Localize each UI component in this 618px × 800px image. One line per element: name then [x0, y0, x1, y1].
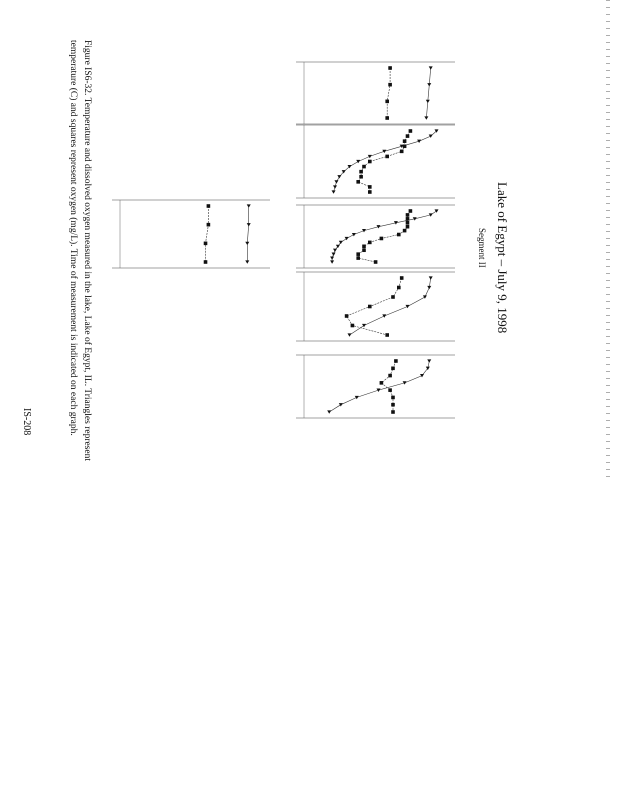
oxygen-point: [406, 134, 410, 138]
oxygen-point: [388, 388, 392, 392]
temperature-point: [339, 241, 343, 244]
oxygen-point: [345, 314, 349, 318]
oxygen-point: [362, 248, 366, 252]
temperature-point: [424, 116, 428, 119]
oxygen-point: [368, 185, 372, 189]
temperature-line: [426, 68, 430, 118]
oxygen-point: [368, 190, 372, 194]
oxygen-point: [391, 366, 395, 370]
temperature-point: [337, 175, 341, 178]
temperature-point: [245, 260, 249, 263]
oxygen-point: [391, 396, 395, 400]
oxygen-point: [406, 217, 410, 221]
figure-caption-line-1: Figure IS6-32. Temperature and dissolved oxygen measured in the lake, Lake of Egypt, IL. Triangles represent: [82, 40, 92, 462]
temperature-line: [329, 361, 429, 412]
oxygen-point: [388, 83, 392, 87]
oxygen-point: [388, 374, 392, 378]
temperature-point: [417, 140, 421, 143]
oxygen-point: [356, 252, 360, 256]
temperature-point: [333, 249, 337, 252]
oxygen-point: [351, 324, 355, 328]
oxygen-point: [403, 144, 407, 148]
temperature-point: [427, 286, 431, 289]
oxygen-point: [406, 213, 410, 217]
temperature-point: [426, 367, 430, 370]
temperature-point: [426, 100, 430, 103]
temperature-point: [423, 295, 427, 298]
page-number: IS-208: [21, 408, 32, 436]
oxygen-point: [368, 305, 372, 309]
temperature-point: [332, 253, 336, 256]
oxygen-point: [409, 129, 413, 133]
profile-panel: [112, 200, 270, 268]
oxygen-point: [359, 175, 363, 179]
temperature-point: [420, 374, 424, 377]
temperature-point: [330, 256, 334, 259]
oxygen-point: [385, 116, 389, 120]
oxygen-point: [394, 359, 398, 363]
temperature-point: [327, 410, 331, 413]
oxygen-point: [391, 403, 395, 407]
temperature-point: [429, 134, 433, 137]
segment-label: Segment II: [477, 228, 487, 268]
temperature-point: [403, 381, 407, 384]
oxygen-point: [388, 66, 392, 70]
temperature-point: [332, 190, 336, 193]
oxygen-line: [358, 211, 410, 262]
oxygen-point: [403, 229, 407, 233]
temperature-point: [382, 150, 386, 153]
temperature-point: [382, 314, 386, 317]
oxygen-point: [391, 410, 395, 414]
oxygen-point: [409, 209, 413, 213]
oxygen-point: [207, 223, 211, 227]
temperature-point: [427, 359, 431, 362]
profile-panel: [296, 355, 455, 418]
oxygen-point: [204, 242, 208, 246]
figure-caption-line-2: temperature (C) and squares represent oxygen (mg/L). Time of measurement is indicated on each graph.: [68, 40, 78, 436]
temperature-point: [247, 204, 251, 207]
temperature-point: [339, 403, 343, 406]
temperature-point: [352, 233, 356, 236]
temperature-point: [368, 155, 372, 158]
oxygen-point: [356, 180, 360, 184]
temperature-line: [332, 211, 436, 262]
oxygen-point: [359, 170, 363, 174]
temperature-line: [334, 131, 437, 192]
temperature-point: [362, 229, 366, 232]
oxygen-point: [385, 333, 389, 337]
oxygen-point: [374, 260, 378, 264]
temperature-point: [247, 223, 251, 226]
oxygen-point: [391, 295, 395, 299]
oxygen-point: [368, 241, 372, 245]
oxygen-point: [406, 225, 410, 229]
oxygen-point: [380, 381, 384, 385]
oxygen-point: [400, 276, 404, 280]
oxygen-line: [206, 206, 209, 262]
temperature-point: [336, 245, 340, 248]
temperature-point: [406, 305, 410, 308]
temperature-line: [247, 206, 248, 262]
oxygen-point: [362, 165, 366, 169]
oxygen-line: [387, 68, 390, 118]
oxygen-point: [380, 237, 384, 241]
temperature-point: [334, 180, 338, 183]
temperature-point: [362, 324, 366, 327]
oxygen-point: [385, 100, 389, 104]
temperature-point: [330, 260, 334, 263]
temperature-point: [429, 276, 433, 279]
oxygen-point: [397, 233, 401, 237]
oxygen-line: [347, 278, 402, 335]
profile-panel: [296, 62, 455, 124]
temperature-point: [333, 185, 337, 188]
temperature-point: [427, 83, 431, 86]
profile-panel: [296, 272, 455, 341]
oxygen-point: [400, 150, 404, 154]
temperature-point: [429, 66, 433, 69]
temperature-point: [245, 242, 249, 245]
oxygen-point: [397, 286, 401, 290]
oxygen-point: [406, 221, 410, 225]
oxygen-point: [385, 155, 389, 159]
temperature-point: [377, 389, 381, 392]
oxygen-point: [362, 245, 366, 249]
temperature-point: [356, 160, 360, 163]
oxygen-line: [358, 131, 410, 192]
temperature-point: [355, 396, 359, 399]
oxygen-point: [368, 160, 372, 164]
oxygen-point: [207, 204, 211, 208]
page-title: Lake of Egypt – July 9, 1998: [495, 182, 510, 334]
oxygen-point: [204, 260, 208, 264]
profile-panel: [296, 125, 455, 198]
temperature-point: [348, 333, 352, 336]
profile-panel: [296, 205, 455, 268]
oxygen-point: [356, 256, 360, 260]
oxygen-point: [403, 139, 407, 143]
temperature-line: [350, 278, 431, 335]
